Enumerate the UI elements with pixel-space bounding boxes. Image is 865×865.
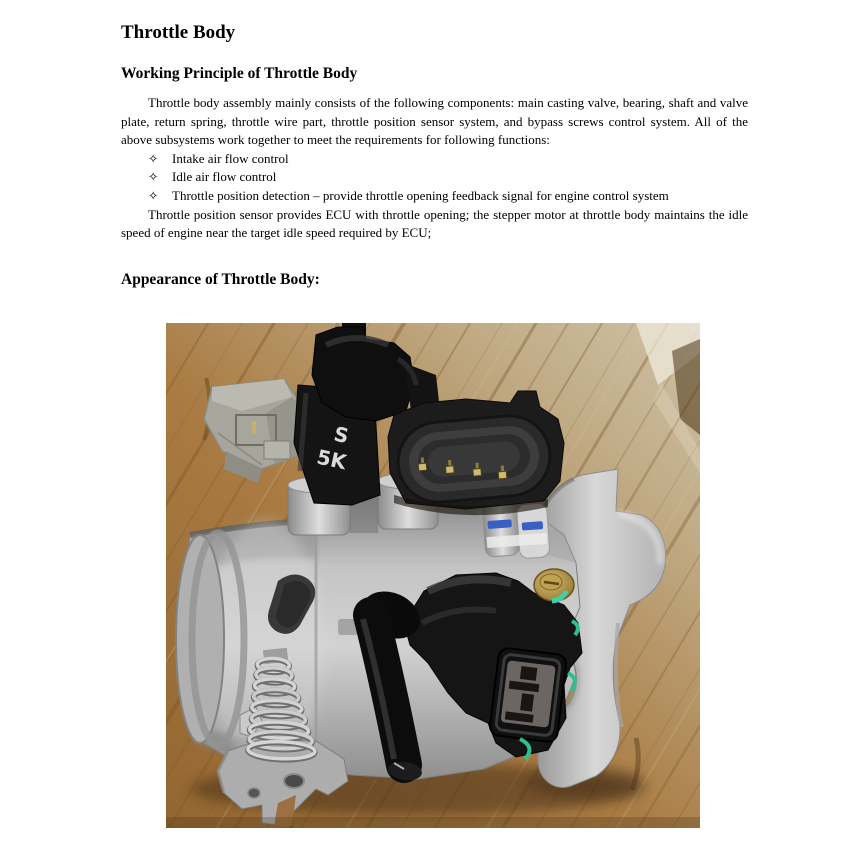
connector-pin	[252, 421, 256, 434]
list-item	[148, 187, 748, 206]
blue-paint-mark	[522, 521, 544, 530]
page-title: Throttle Body	[121, 22, 236, 43]
intro-paragraph: Throttle body assembly mainly consists of the following components: main casting valve, bearing, shaft and valve plate, return spring, throttle wire part, throttle position sensor system, and bypass screws control system. All of the above subsystems work together to meet the requirements for following functions:	[121, 95, 748, 148]
list-item-text: Idle air flow control	[172, 169, 277, 185]
brass-screw	[534, 569, 574, 601]
motor-connector	[489, 647, 567, 743]
list-item-text: Throttle position detection – provide throttle opening feedback signal for engine control system	[172, 187, 669, 203]
throttle-body-photo	[166, 323, 700, 828]
list-item	[148, 150, 748, 169]
diamond-bullet-icon: ✧	[148, 170, 159, 185]
functions-list	[121, 150, 748, 206]
blue-paint-mark	[487, 519, 511, 529]
svg-text:S: S	[331, 421, 351, 448]
throttle-body-photo-svg	[166, 323, 700, 828]
diamond-bullet-icon: ✧	[148, 188, 159, 203]
oval-connector	[388, 391, 564, 515]
diamond-bullet-icon: ✧	[148, 151, 159, 166]
list-item-text: Intake air flow control	[172, 150, 289, 166]
summary-paragraph: Throttle position sensor provides ECU with throttle opening; the stepper motor at throttle body maintains the idle speed of engine near the target idle speed required by ECU;	[121, 206, 748, 241]
section-heading-appearance: Appearance of Throttle Body:	[121, 270, 320, 288]
svg-text:5K: 5K	[314, 444, 349, 474]
section-heading-working-principle: Working Principle of Throttle Body	[121, 65, 358, 82]
list-item	[148, 168, 748, 187]
